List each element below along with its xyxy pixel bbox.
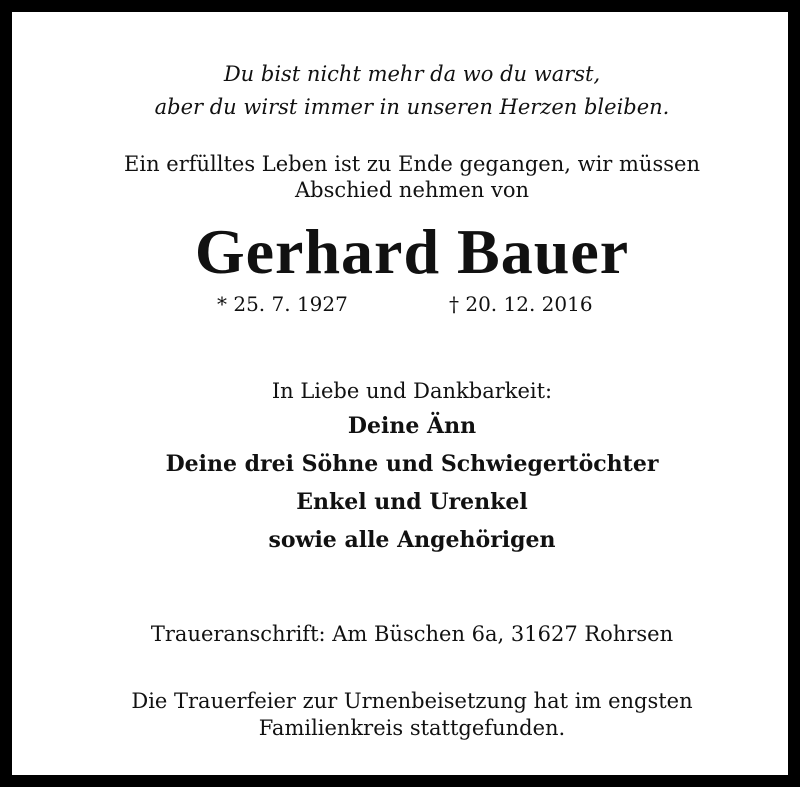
mourning-address: Traueranschrift: Am Büschen 6a, 31627 Rohrsen [150,622,674,646]
mourner-line: Enkel und Urenkel [296,489,528,515]
ceremony-line-2: Familienkreis stattgefunden. [258,716,566,740]
mourners-heading: In Liebe und Dankbarkeit: [271,379,553,403]
poem-line-2: aber du wirst immer in unseren Herzen bleiben. [154,95,670,119]
birth-date: * 25. 7. 1927 [217,292,348,316]
deceased-name: Gerhard Bauer [194,216,630,287]
death-date: † 20. 12. 2016 [449,292,593,316]
mourner-line: sowie alle Angehörigen [268,527,556,553]
ceremony-line-1: Die Trauerfeier zur Urnenbeisetzung hat im engsten [131,689,693,713]
mourner-line: Deine drei Söhne und Schwiegertöchter [165,451,659,477]
intro-line-2: Abschied nehmen von [295,178,529,202]
mourner-line: Deine Änn [347,413,477,439]
intro-line-1: Ein erfülltes Leben ist zu Ende gegangen, wir müssen [124,152,700,176]
poem-line-1: Du bist nicht mehr da wo du warst, [223,62,601,86]
